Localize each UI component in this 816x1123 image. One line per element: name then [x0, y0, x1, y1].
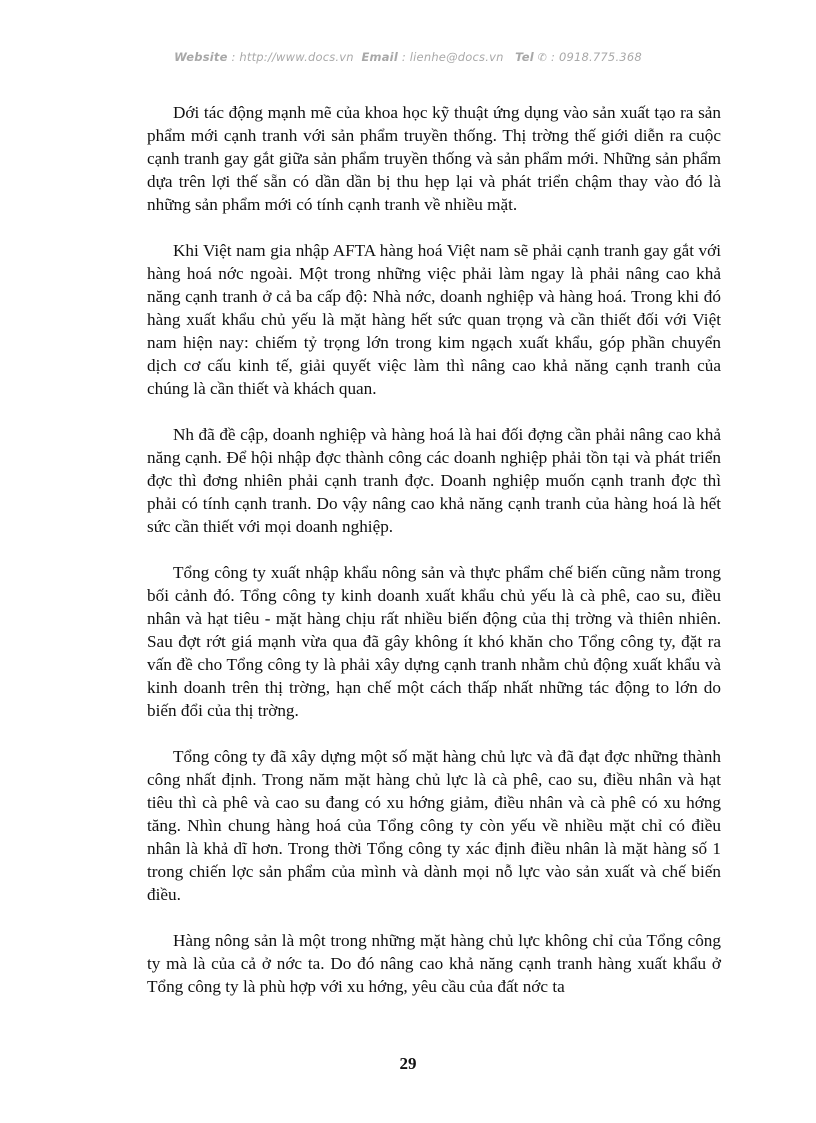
page-number: 29: [399, 1054, 417, 1073]
page-header: [0, 50, 816, 64]
paragraph-1: Dới tác động mạnh mẽ của khoa học kỹ thuật ứng dụng vào sản xuất tạo ra sản phẩm mới cạnh tranh với sản phẩm truyền thống. Thị trờng thế giới diễn ra cuộc cạnh tranh gay gắt giữa sản phẩm truyền thống và sản phẩm mới. Những sản phẩm dựa trên lợi thế sẵn có dần dần bị thu hẹp lại và phát triển chậm thay vào đó là những sản phẩm mới có tính cạnh tranh về nhiều mặt.: [147, 103, 721, 214]
email-address[interactable]: lienhe@docs.vn: [409, 50, 504, 64]
tel-number: 0918.775.368: [558, 50, 642, 64]
website-separator: :: [227, 50, 240, 64]
website-url[interactable]: http://www.docs.vn: [239, 50, 354, 64]
tel-label: Tel: [515, 50, 534, 64]
phone-icon: ✆: [537, 51, 548, 64]
paragraph-2: Khi Việt nam gia nhập AFTA hàng hoá Việt nam sẽ phải cạnh tranh gay gắt với hàng hoá nớc ngoài. Một trong những việc phải làm ngay là phải nâng cao khả năng cạnh tranh ở cả ba cấp độ: Nhà nớc, doanh nghiệp và hàng hoá. Trong khi đó hàng xuất khẩu chủ yếu là mặt hàng hết sức quan trọng và cần thiết đối với Việt nam hiện nay: chiếm tỷ trọng lớn trong kim ngạch xuất khẩu, góp phần chuyển dịch cơ cấu kinh tế, giải quyết việc làm thì nâng cao khả năng cạnh tranh của chúng là cần thiết và khách quan.: [147, 241, 721, 398]
paragraph-3: Nh đã đề cập, doanh nghiệp và hàng hoá là hai đối đợng cần phải nâng cao khả năng cạnh. Để hội nhập đợc thành công các doanh nghiệp phải tồn tại và phát triển đợc thì đơng nhiên phải cạnh tranh đợc. Doanh nghiệp muốn cạnh tranh đợc thì phải có tính cạnh tranh. Do vậy nâng cao khả năng cạnh tranh của hàng hoá là hết sức cần thiết với mọi doanh nghiệp.: [147, 425, 721, 536]
tel-separator: :: [547, 50, 559, 64]
body-text: [147, 101, 721, 1021]
paragraph-5: Tổng công ty đã xây dựng một số mặt hàng chủ lực và đã đạt đợc những thành công nhất định. Trong năm mặt hàng chủ lực là cà phê, cao su, điều nhân và hạt tiêu thì cà phê và cao su đang có xu hớng giảm, điều nhân và cà phê có xu hớng tăng. Nhìn chung hàng hoá của Tổng công ty còn yếu về nhiều mặt chỉ có điều nhân là khả dĩ hơn. Trong thời Tổng công ty xác định điều nhân là mặt hàng số 1 trong chiến lợc sản phẩm của mình và dành mọi nỗ lực vào sản xuất và chế biến điều.: [147, 747, 721, 904]
website-label: Website: [174, 50, 228, 64]
email-separator: :: [397, 50, 410, 64]
paragraph-6: Hàng nông sản là một trong những mặt hàng chủ lực không chỉ của Tổng công ty mà là của cả ở nớc ta. Do đó nâng cao khả năng cạnh tranh hàng xuất khẩu ở Tổng công ty là phù hợp với xu hớng, yêu cầu của đất nớc ta: [147, 931, 721, 996]
email-label: Email: [361, 50, 398, 64]
paragraph-4: Tổng công ty xuất nhập khẩu nông sản và thực phẩm chế biến cũng nằm trong bối cảnh đó. Tổng công ty kinh doanh xuất khẩu chủ yếu là cà phê, cao su, điều nhân và hạt tiêu - mặt hàng chịu rất nhiều biến động của thị trờng và thiên nhiên. Sau đợt rớt giá mạnh vừa qua đã gây không ít khó khăn cho Tổng công ty, đặt ra vấn đề cho Tổng công ty là phải xây dựng cạnh tranh nhằm chủ động xuất khẩu và kinh doanh trên thị trờng, hạn chế một cách thấp nhất những tác động to lớn do biến đổi của thị trờng.: [147, 563, 721, 720]
